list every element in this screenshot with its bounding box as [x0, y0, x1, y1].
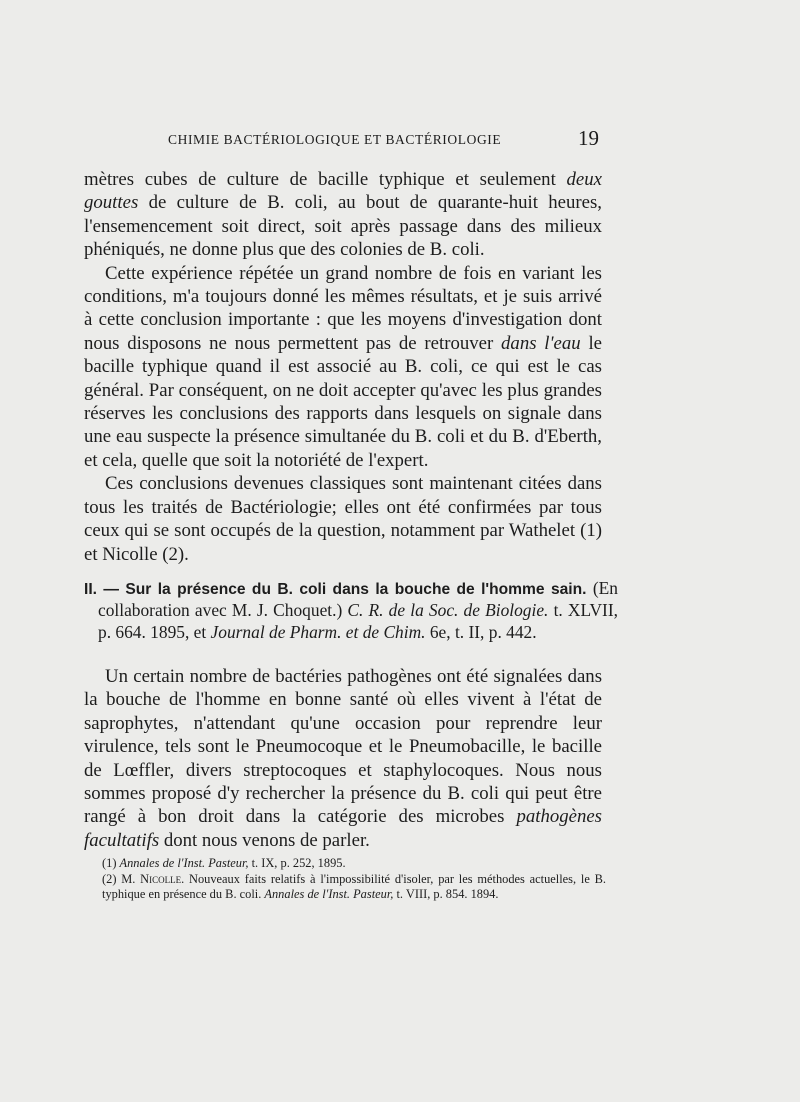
- section-entry: II. — Sur la présence du B. coli dans la bouche de l'homme sain. (En collaboration avec M. J. Choquet.) C. R. de la Soc. de Biologie. t. XLVII, p. 664. 1895, et Journal de Pharm. et de Chim. 6e, t. II, p. 442.: [84, 578, 618, 642]
- footnote-1: (1) Annales de l'Inst. Pasteur, t. IX, p. 252, 1895.: [102, 856, 346, 870]
- paragraph-4: Un certain nombre de bactéries pathogènes ont été signalées dans la bouche de l'homme en bonne santé où elles vivent à l'état de saprophytes, n'attendant qu'une occasion pour reprendre leur virulence, tels sont le Pneumocoque et le Pneumobacille, le bacille de Lœffler, divers streptocoques et staphylocoques. Nous nous sommes proposé d'y rechercher la présence du B. coli qui peut être rangé à bon droit dans la catégorie des microbes pathogènes facultatifs dont nous venons de parler.: [84, 666, 602, 851]
- footnote-2: (2) M. Nicolle. Nouveaux faits relatifs à l'impossibilité d'isoler, par les méthodes actuelles, le B. typhique en présence du B. coli. Annales de l'Inst. Pasteur, t. VIII, p. 854. 1894.: [102, 871, 606, 901]
- section-title: II. — Sur la présence du B. coli dans la bouche de l'homme sain.: [84, 581, 587, 598]
- paragraph-1: mètres cubes de culture de bacille typhique et seulement deux gouttes de culture de B. coli, au bout de quarante-huit heures, l'ensemencement soit direct, soit après passage dans des milieux phéniqués, ne donne plus que des colonies de B. coli.: [84, 169, 602, 261]
- footnotes: [84, 856, 606, 903]
- paragraph-2: Cette expérience répétée un grand nombre de fois en variant les conditions, m'a toujours donné les mêmes résultats, et je suis arrivé à cette conclusion importante : que les moyens d'investigation dont nous disposons ne nous permettent pas de retrouver dans l'eau le bacille typhique quand il est associé au B. coli, ce qui est le cas général. Par conséquent, on ne doit accepter qu'avec les plus grandes réserves les conclusions des rapports dans lesquels on signale dans une eau suspecte la présence simultanée du B. coli et du B. d'Eberth, et cela, quelle que soit la notoriété de l'expert.: [84, 262, 603, 471]
- paragraph-3: Ces conclusions devenues classiques sont maintenant citées dans tous les traités de Bactériologie; elles ont été confirmées par tous ceux qui se sont occupés de la question, notamment par Wathelet (1) et Nicolle (2).: [84, 473, 602, 565]
- running-head: CHIMIE BACTÉRIOLOGIQUE ET BACTÉRIOLOGIE: [168, 132, 502, 147]
- page-number: 19: [578, 126, 599, 150]
- main-text: [84, 168, 602, 566]
